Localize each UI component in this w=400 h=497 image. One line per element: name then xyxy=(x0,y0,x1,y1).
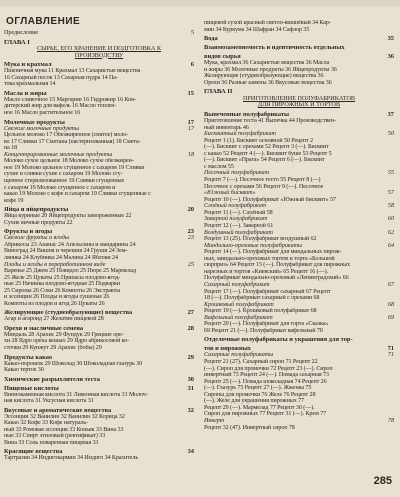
toc-text-line: на 18 xyxy=(4,145,18,152)
toc-text-line: Агар и агароид 27 Желатин пищевой 28 xyxy=(4,316,104,323)
entry-title: «Южный бисквит» xyxy=(204,190,256,197)
toc-text-line: (—). Желе для украшения пирожных 77 xyxy=(204,398,304,405)
entry-title: Фрукты и ягоды xyxy=(4,228,53,236)
toc-text-line: хи 28 Ядро ореха кешью 29 Ядро абрикосовой ко- xyxy=(4,338,130,345)
section-entry xyxy=(204,35,394,42)
entry-page-number: 30 xyxy=(187,375,194,383)
toc-text-line: Абрикосы 23 Ананас 24 Апельсины и мандарины 24 xyxy=(4,241,136,248)
toc-text-line: Какао тертое 30 xyxy=(4,367,44,374)
entry-page-number: 50 xyxy=(387,131,394,138)
toc-text-line: 18 (—). Полуфабрикат сахарный с орехами 68 xyxy=(204,295,320,302)
section-entry xyxy=(4,119,194,126)
toc-text-line: Молоко сухое цельное 18 Молоко сухое обезжирен- xyxy=(4,158,134,165)
entry-page-number: 23 xyxy=(187,235,194,242)
entry-title: Красящие вещества xyxy=(4,448,63,456)
section-entry xyxy=(4,325,194,332)
toc-text-line: Какао-порошок 29 Шоколад 30 Шоколадная глазурь 30 xyxy=(4,360,143,367)
subsection-entry xyxy=(204,302,394,309)
entry-title: Вафельный полуфабрикат xyxy=(204,314,273,321)
entry-page-number: 35 xyxy=(387,35,394,43)
entry-page-number: 32 xyxy=(187,406,194,414)
toc-text-line: ко 17 Сливки 17 Сметана (пастеризованная) 18 Смета- xyxy=(4,138,141,145)
entry-page-number: 62 xyxy=(387,229,394,236)
toc-text-line: тока крахмальная 14 xyxy=(4,81,56,88)
entry-title: Орехи и масличные семена xyxy=(4,324,84,332)
page-number: 285 xyxy=(373,475,392,487)
toc-text-line: Цельное молоко 17 Обезжиренное (снятое) моло- xyxy=(4,132,129,139)
toc-text-line: и эссенции 26 Плоды и ягоды сушеные 26 xyxy=(4,294,110,301)
toc-text-line: Виннокаменная кислота 31 Лимонная кислота 31 Молоч- xyxy=(4,391,148,398)
toc-text-line: ный инвентарь 46 xyxy=(204,124,249,131)
toc-text-line: ные 25 Начинка плодово-ягодная 25 Подварки xyxy=(4,281,120,288)
toc-text-line: какао 19 Молоко с кофе и сахаром 19 Сливки сгущенные с xyxy=(4,191,151,198)
entry-title: Крошковый полуфабрикат xyxy=(204,301,274,308)
toc-text-line: нарезных и тортов «Киевский» 65 Рецепт 16 (—). xyxy=(204,268,328,275)
subsection-entry xyxy=(204,131,394,138)
section-entry xyxy=(204,44,394,51)
chapter-title: ПРИГОТОВЛЕНИЕ ПОЛУФАБРИКАТОВ xyxy=(242,94,356,102)
toc-text-line: ная кислота 31 Уксусная кислота 31 xyxy=(4,398,94,405)
toc-text-line: щенное стерилизованное 19 Сливки сгущенные xyxy=(4,177,125,184)
section-entry xyxy=(4,206,194,213)
entry-page-number: 18 xyxy=(187,151,194,158)
entry-page-number xyxy=(392,336,394,343)
toc-text-line: Рецепт 20 (—). Полуфабрикат для торта «Сказка» xyxy=(204,321,329,328)
toc-text-line: ное 16 Масло растительное 16 xyxy=(4,109,81,116)
entry-title: Воздушный полуфабрикат xyxy=(204,229,273,236)
entry-page-number: 58 xyxy=(387,203,394,210)
entry-page-number: 17 xyxy=(187,118,194,126)
entry-page-number: 37 xyxy=(387,110,394,118)
entry-title: Плоды и ягоды в переработанном виде xyxy=(4,261,106,268)
subsection-entry xyxy=(204,216,394,223)
entry-page-number: 55 xyxy=(387,170,394,177)
subsection-entry xyxy=(204,282,394,289)
toc-text-line: Сироп для пирожных 77 Рецепт 31 (—). Крем 77 xyxy=(204,411,327,418)
entry-page-number: 15 xyxy=(187,89,194,97)
subsection-entry xyxy=(204,315,394,322)
entry-page-number: 29 xyxy=(187,353,194,361)
entry-title: Вкусовые и ароматические вещества xyxy=(4,406,112,414)
toc-text-line: Компоты из плодов и ягод 26 Цукаты 26 xyxy=(4,300,105,307)
toc-entry xyxy=(4,30,194,37)
subsection-entry xyxy=(204,230,394,237)
entry-page-number xyxy=(392,44,394,51)
toc-text-line: кофе 19 xyxy=(4,197,24,204)
toc-text-line: сточки 29 Кунжут 29 Арахис (бобы) 29 xyxy=(4,345,102,352)
entry-title: Концентрированные молочные продукты xyxy=(4,151,113,158)
toc-text-line: ных, миндально-ореховых тортов и торта «Большой xyxy=(204,255,335,262)
toc-text-line: Масло сливочное 15 Маргарин 16 Гидрожир 16 Кон- xyxy=(4,96,137,103)
entry-title: Пищевые кислоты xyxy=(4,384,59,392)
entry-page-number: 64 xyxy=(387,242,394,249)
toc-text-line: сюрприз» 64 Рецепт 15 (—). Полуфабрикат для пирожных xyxy=(204,262,351,269)
section-entry xyxy=(4,376,194,383)
entry-page-number: 31 xyxy=(187,384,194,392)
toc-text-line: Песочное с орехами 56 Рецепт 9 (—). Песочное xyxy=(204,183,324,190)
toc-text-line: Варенье 25 Джем 25 Повидло 25 Пюре 25 Мармелад xyxy=(4,268,137,275)
toc-text-line: Приготовление теста 41 Выпечка 44 Производствен- xyxy=(204,117,336,124)
chapter-title: ПРОИЗВОДСТВУ xyxy=(74,51,124,59)
toc-text-line: Полуфабрикат миндально-ореховый «Ленинградский» 66 xyxy=(204,275,349,282)
toc-text-line: Вина 33 Соль поваренная пищевая 33 xyxy=(4,439,99,446)
chapter-title: СЫРЬЕ, ЕГО ХРАНЕНИЕ И ПОДГОТОВКА К xyxy=(36,45,162,53)
entry-page-number: 17 xyxy=(187,125,194,132)
entry-page-number: 36 xyxy=(387,53,394,61)
subsection-entry xyxy=(204,418,394,425)
toc-text-line: Рецепт 13 (25). Полуфабрикат воздушный 62 xyxy=(204,236,317,243)
toc-text-line: ное 19 Молоко цельное сгущенное с сахаром 19 Сливки xyxy=(4,164,145,171)
toc-text-line: Рецепт 14 (—). Полуфабрикат для миндальных пирож- xyxy=(204,249,342,256)
entry-title: Предисловие xyxy=(4,30,39,36)
section-entry xyxy=(204,111,394,118)
toc-text-line: Рецепт 21 (27). Сахарный сироп 71 Рецепт 22 xyxy=(204,359,318,366)
toc-text-line: ный 33 Ромовая эссенция 33 Коньяк 33 Вина 33 xyxy=(4,426,124,433)
toc-text-line: Яйца куриные 20 Яйцепродукты замороженные 22 xyxy=(4,213,132,220)
section-entry xyxy=(4,354,194,361)
entry-page-number: 5 xyxy=(190,30,194,36)
chapter-title: ДЛЯ ПИРОЖНЫХ И ТОРТОВ xyxy=(257,101,341,109)
toc-text-line: Эссенции 32 Ванилин 32 Ванилин 32 Корица 32 xyxy=(4,413,125,420)
entry-page-number: 23 xyxy=(187,228,194,236)
entry-title: Выпеченные полуфабрикаты xyxy=(204,110,290,118)
section-entry xyxy=(4,448,194,455)
entry-title: Заварной полуфабрикат xyxy=(204,216,268,223)
toc-text-line: и жиры 36 Молочные продукты 36 Яйцепродукты 36 xyxy=(204,66,337,73)
toc-text-line: (—). Бисквит «Прага» 54 Рецепт 6 (—). Бисквит xyxy=(204,157,325,164)
entry-page-number: 68 xyxy=(387,301,394,308)
entry-title: Желирующие (студнеобразующие) вещества xyxy=(4,309,133,317)
subsection-entry xyxy=(204,243,394,250)
entry-title: тов и пирожных xyxy=(204,345,251,353)
page-top-edge xyxy=(0,0,400,6)
toc-text-line: инвертный 73 Рецепт 24 (—). Помада сахарная 73 xyxy=(204,372,329,379)
entry-page-number: 6 xyxy=(190,61,194,69)
toc-text-line: Тартразин 34 Индигокармин 34 Индиго 34 Краситель xyxy=(4,455,138,462)
toc-text-line: 25 Сиропы 26 Соки 26 Компоты 26 Экстракты xyxy=(4,287,121,294)
toc-text-line: Пшеничная мука 11 Крахмал 13 Сахаристые вещества xyxy=(4,68,141,75)
entry-title: Взаимозаменяемость и идентичность отдельных xyxy=(204,44,345,52)
toc-text-line: 69 Рецепт 21 (—). Полуфабрикат вафельный 70 xyxy=(204,327,323,334)
section-entry xyxy=(4,90,194,97)
subsection-entry xyxy=(4,235,194,242)
toc-text-line: Миндаль 28 Арахис 29 Фундук 29 Грецкие оре- xyxy=(4,331,124,338)
toc-left-column xyxy=(4,30,194,489)
section-entry xyxy=(4,309,194,316)
toc-text-line: с маслом 55 xyxy=(204,163,234,170)
toc-text-line: ные 33 Спирт этиловый (ректификат) 33 xyxy=(4,433,106,440)
entry-page-number: 71 xyxy=(387,345,394,353)
toc-text-line: Орехи 36 Разные замены 36 Вкусовые вещества 36 xyxy=(204,79,332,86)
entry-page-number: 27 xyxy=(187,309,194,317)
entry-title: Вода xyxy=(204,35,218,43)
subsection-entry xyxy=(4,126,194,133)
toc-text-line: сухие и сливки сухие с сахаром 19 Молоко сгу- xyxy=(4,171,123,178)
toc-text-line: Желирующие (студнеобразующие) вещества 36 xyxy=(204,73,324,80)
page-title: ОГЛАВЛЕНИЕ xyxy=(6,16,81,27)
toc-text-line: Рецепт 1 (1). Бисквит основной 50 Рецепт 2 xyxy=(204,137,313,144)
entry-title: Масла и жиры xyxy=(4,89,47,97)
section-entry xyxy=(204,336,394,343)
toc-text-line: пищевой сухой красный светло-вишнёвый 34 Кар- xyxy=(204,20,331,26)
toc-text-line: Рецепт 7 (—). Песочное тесто 55 Рецепт 8 (—) xyxy=(204,176,321,183)
entry-title: Слоёный полуфабрикат xyxy=(204,203,267,210)
toc-text-line: Рецепт 17 (—). Полуфабрикат сахарный 67 Рецепт xyxy=(204,288,331,295)
entry-title: Бисквитный полуфабрикат xyxy=(204,131,276,138)
entry-title: Миндально-ореховые полуфабрикаты xyxy=(204,242,303,249)
toc-text-line: Сухие яичные продукты 22 xyxy=(4,219,73,226)
entry-title: Инверт xyxy=(204,418,225,424)
toc-text-line: с какао 52 Рецепт 4 (—). Бисквит буше 53 Рецепт 5 xyxy=(204,150,332,157)
toc-text-line: Рецепт 12 (—). Заварной 61 xyxy=(204,222,274,229)
entry-page-number: 60 xyxy=(387,216,394,223)
toc-text-line: мин 34 Куркума 34 Шафран 34 Сафлор 35 xyxy=(204,26,310,33)
section-entry xyxy=(4,385,194,392)
subsection-entry xyxy=(204,352,394,359)
entry-title: видов сырья xyxy=(204,53,241,61)
subsection-entry xyxy=(4,262,194,269)
entry-title: Отделочные полуфабрикаты и украшения для тор- xyxy=(204,336,353,344)
entry-page-number: 57 xyxy=(387,190,394,197)
entry-page-number: 67 xyxy=(387,281,394,288)
chapter-heading: ГЛАВА I xyxy=(4,38,30,46)
toc-text-line: 25 Желе 25 Цукаты 25 Припасы плодово-ягод- xyxy=(4,274,121,281)
toc-text-line: Виноград 24 Вишня и черешня 24 Груши 24 Зем- xyxy=(4,248,128,255)
toc-right-column xyxy=(204,20,394,489)
entry-page-number: 71 xyxy=(387,352,394,359)
entry-title: Молочные продукты xyxy=(4,118,65,126)
toc-text-line: Рецепт 32 (47). Инвертный сироп 78 xyxy=(204,424,295,431)
entry-title: Свежие молочные продукты xyxy=(4,125,79,132)
entry-page-number: 25 xyxy=(187,261,194,268)
toc-text-line: с сахаром 19 Молоко сгущенное с сахаром и xyxy=(4,184,116,191)
subsection-entry xyxy=(204,203,394,210)
entry-page-number: 20 xyxy=(187,206,194,214)
entry-title: Свежие фрукты и ягоды xyxy=(4,235,69,242)
subsection-entry xyxy=(204,170,394,177)
entry-title: Продукты какао xyxy=(4,353,53,361)
toc-text-line: (—). Бисквит с орехами 52 Рецепт 3 (—). Бисквит xyxy=(204,144,329,151)
toc-text-line: (—). Глазурь 75 Рецепт 27 (—). Жженка 75 xyxy=(204,385,312,392)
entry-page-number: 69 xyxy=(387,314,394,321)
chapter-heading: ГЛАВА II xyxy=(204,88,233,96)
section-entry xyxy=(204,53,394,60)
toc-text-line: (—). Сироп для промочки 72 Рецепт 23 (—). Сироп xyxy=(204,365,333,372)
entry-title: Химические разрыхлители теста xyxy=(4,375,100,383)
entry-title: Сахарные полуфабрикаты xyxy=(204,352,274,359)
entry-page-number: 78 xyxy=(387,418,394,424)
subsection-entry xyxy=(204,190,394,197)
toc-text-line: Рецепт 25 (—). Помада шоколадная 74 Рецепт 26 xyxy=(204,378,327,385)
subsection-entry xyxy=(4,152,194,159)
toc-text-line: 16 Сахарный песок 13 Сахарная пудра 14 Па- xyxy=(4,74,118,81)
toc-text-line: Рецепт 19 (—). Крошковый полуфабрикат 68 xyxy=(204,308,317,315)
toc-text-line: Рецепт 11 (—). Слоёный 58 xyxy=(204,209,273,216)
toc-text-line: ляника 24 Клубника 24 Малина 24 Яблоки 24 xyxy=(4,254,118,261)
toc-text-line: дитерский жир для вафель 16 Масло топлен- xyxy=(4,103,117,110)
toc-text-line: Мука, крахмал 36 Сахаристые вещества 36 Масла xyxy=(204,60,330,67)
entry-page-number: 34 xyxy=(187,448,194,456)
entry-title: Мука и крахмал xyxy=(4,61,52,69)
entry-title: Яйца и яйцепродукты xyxy=(4,206,69,214)
toc-text-line: Какао 32 Кофе 33 Кофе натураль- xyxy=(4,420,89,427)
section-entry xyxy=(4,61,194,68)
toc-text-line: Рецепт 10 (—). Полуфабрикат «Южный бисквит» 57 xyxy=(204,196,336,203)
entry-title: Сахарный полуфабрикат xyxy=(204,281,270,288)
toc-text-line: Сиропы для промочки 76 Желе 76 Рецепт 28 xyxy=(204,391,316,398)
entry-page-number: 28 xyxy=(187,324,194,332)
section-entry xyxy=(4,407,194,414)
entry-title: Песочный полуфабрикат xyxy=(204,170,269,177)
toc-text-line: Рецепт 29 (—). Мармелад 77 Рецепт 30 (—). xyxy=(204,404,315,411)
